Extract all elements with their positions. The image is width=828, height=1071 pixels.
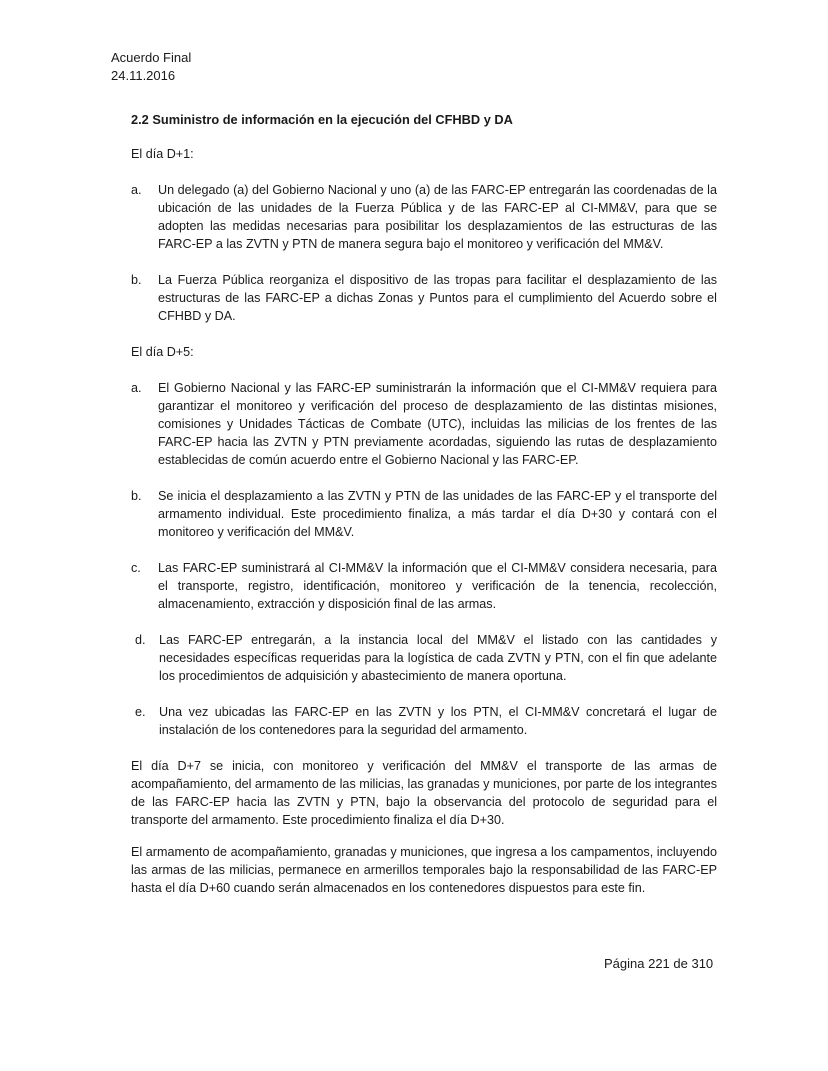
list-marker: a. [131,381,142,395]
list-marker: b. [131,489,142,503]
list-item [131,487,717,541]
list-item [131,271,717,325]
document-date: 24.11.2016 [111,68,176,83]
list-item-text: Una vez ubicadas las FARC-EP en las ZVTN y los PTN, el CI-MM&V concretará el lugar de instalación de los contenedores para la seguridad del armamento. [159,705,717,737]
list-marker: a. [131,183,142,197]
list-marker: c. [131,561,141,575]
day7-paragraph: El día D+7 se inicia, con monitoreo y verificación del MM&V el transporte de las armas de acompañamiento, del armamento de las milicias, las granadas y municiones, por parte de los integrantes de las FARC-EP hacia las ZVTN y PTN, bajo la observancia del protocolo de seguridad para el transporte del armamento. Este procedimiento finaliza el día D+30. [131,759,717,827]
list-item [131,559,717,613]
list-item-text: La Fuerza Pública reorganiza el dispositivo de las tropas para facilitar el desplazamiento de las estructuras de las FARC-EP a dichas Zonas y Puntos para el cumplimiento del Acuerdo sobre el CFHBD y DA. [158,273,717,323]
day1-label: El día D+1: [131,147,194,161]
storage-paragraph: El armamento de acompañamiento, granadas y municiones, que ingresa a los campamentos, incluyendo las armas de las milicias, permanece en armerillos temporales bajo la responsabilidad de las FARC-EP hasta el día D+60 cuando serán almacenados en los contenedores dispuestos para este fin. [131,845,717,895]
list-item-text: Las FARC-EP entregarán, a la instancia local del MM&V el listado con las cantidades y necesidades específicas requeridas para la logística de cada ZVTN y PTN, con el fin que adelante los procedimientos de adquisición y abastecimiento de manera oportuna. [159,633,717,683]
list-item-text: El Gobierno Nacional y las FARC-EP suministrarán la información que el CI-MM&V requiera para garantizar el monitoreo y verificación del proceso de desplazamiento de las distintas misiones, comisiones y Unidades Tácticas de Combate (UTC), incluidas las milicias de los frentes de las FARC-EP hacia las ZVTN y PTN previamente acordadas, siguiendo las rutas de desplazamiento establecidas de común acuerdo entre el Gobierno Nacional y las FARC-EP. [158,381,717,467]
list-marker: e. [135,705,146,719]
list-item-text: Se inicia el desplazamiento a las ZVTN y PTN de las unidades de las FARC-EP y el transporte del armamento individual. Este procedimiento finaliza, a más tardar el día D+30 y contará con el monitoreo y verificación del MM&V. [158,489,717,539]
list-item-text: Un delegado (a) del Gobierno Nacional y uno (a) de las FARC-EP entregarán las coordenadas de la ubicación de las unidades de la Fuerza Pública y de las FARC-EP al CI-MM&V, para que se adopten las medidas necesarias para posibilitar los desplazamientos de las estructuras de las FARC-EP a las ZVTN y PTN de manera segura bajo el monitoreo y verificación del MM&V. [158,183,717,251]
section-heading: 2.2 Suministro de información en la ejecución del CFHBD y DA [131,112,513,127]
day5-label: El día D+5: [131,345,194,359]
list-marker: b. [131,273,142,287]
list-item [131,181,717,253]
document-header [111,49,191,85]
section-content [131,111,717,897]
list-item [131,379,717,469]
page-number: Página 221 de 310 [604,956,714,971]
list-marker: d. [135,633,146,647]
list-item [131,703,717,739]
document-title: Acuerdo Final [111,50,192,65]
list-item-text: Las FARC-EP suministrará al CI-MM&V la información que el CI-MM&V considera necesaria, para el transporte, registro, identificación, monitoreo y verificación de la tenencia, recolección, almacenamiento, extracción y disposición final de las armas. [158,561,717,611]
list-item [131,631,717,685]
